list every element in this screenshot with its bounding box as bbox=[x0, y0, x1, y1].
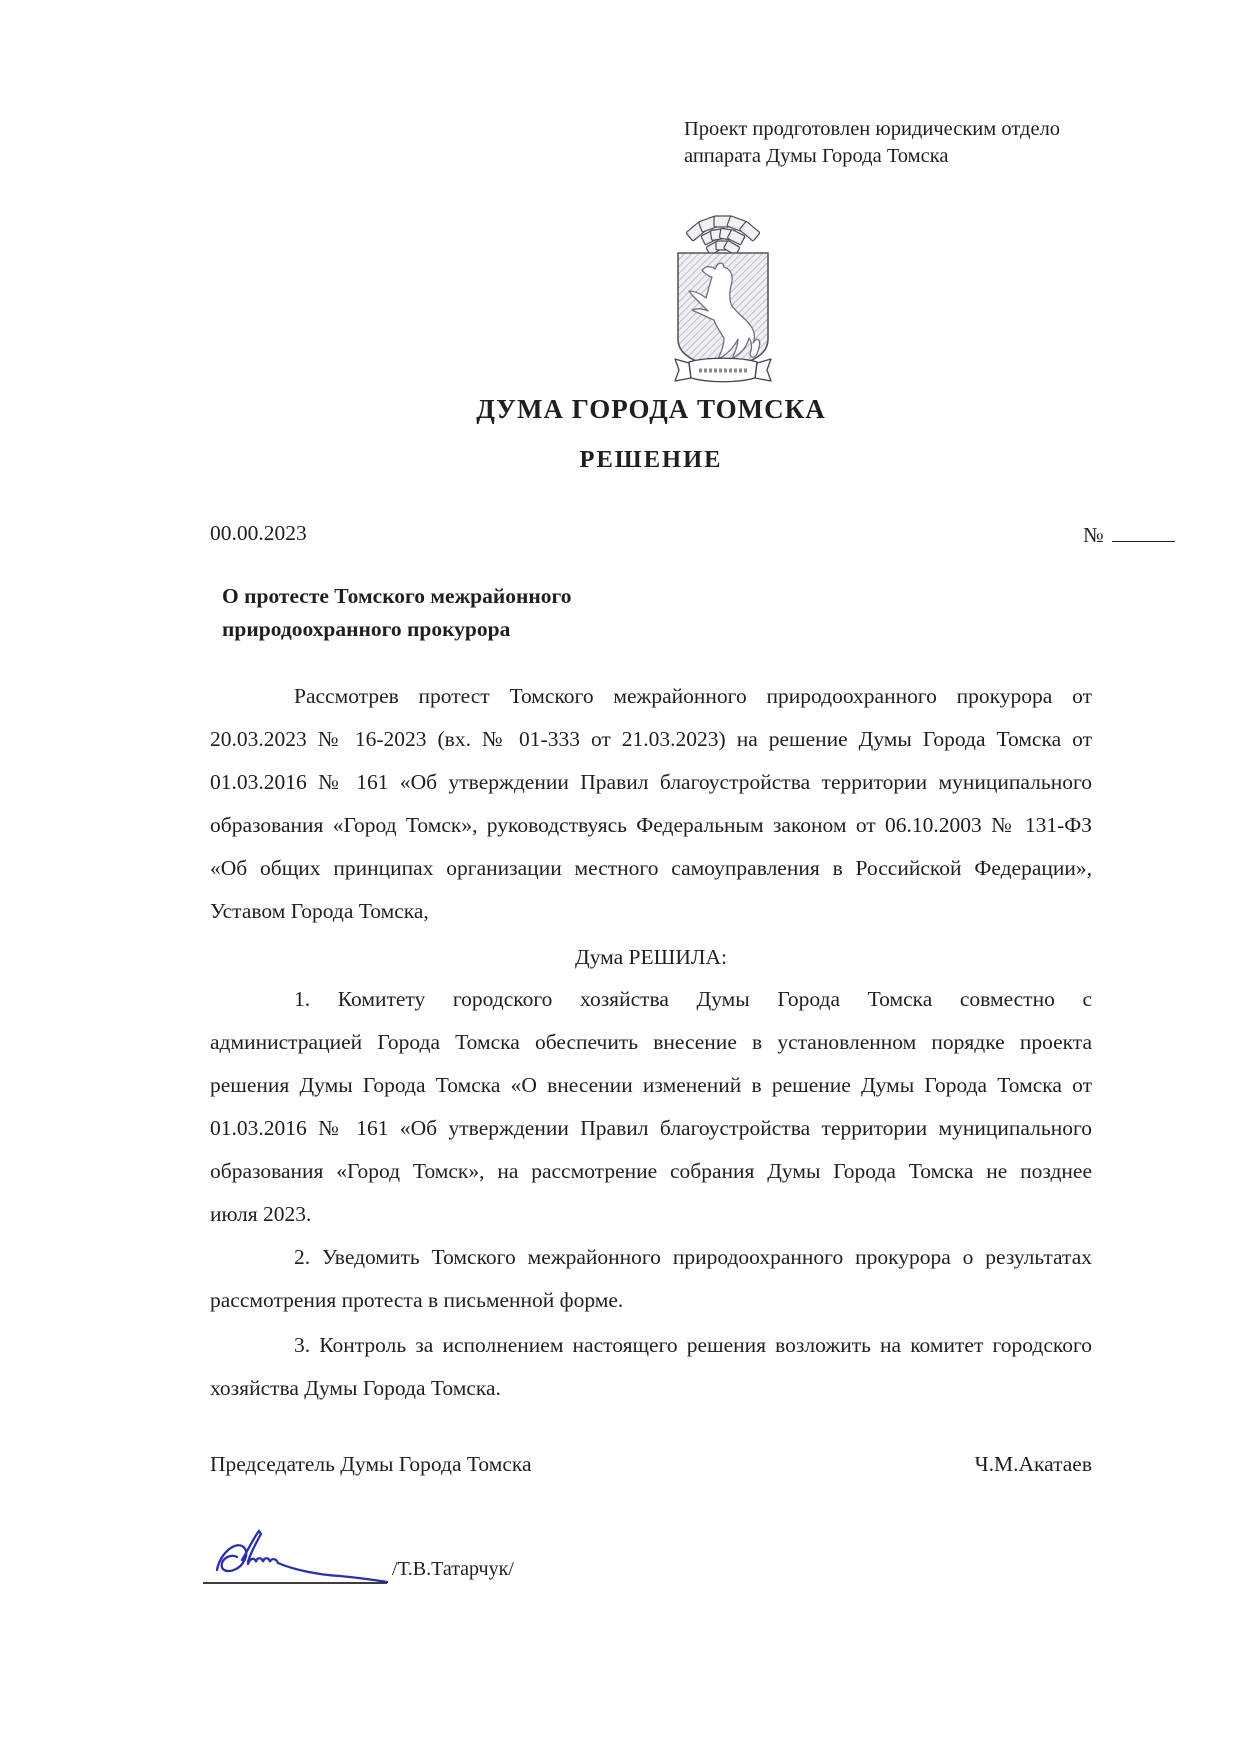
doc-subject-line1: О протесте Томского межрайонного bbox=[222, 584, 572, 608]
preparation-note bbox=[684, 116, 1060, 170]
ribbon-icon bbox=[675, 358, 771, 382]
text-line: рассмотрения протеста в письменной форме. bbox=[210, 1288, 624, 1312]
doc-subject-line2: природоохранного прокурора bbox=[222, 617, 511, 641]
doc-type-title: РЕШЕНИЕ bbox=[579, 446, 723, 473]
text-line: 1. Комитету городского хозяйства Думы Города Томска совместно с bbox=[294, 987, 1092, 1011]
doc-subject bbox=[222, 580, 572, 646]
handwritten-signature-icon bbox=[190, 1524, 410, 1590]
mural-crown-icon bbox=[686, 216, 760, 255]
text-line: Уставом Города Томска, bbox=[210, 899, 429, 923]
text-line: администрацией Города Томска обеспечить внесение в установленном порядке проекта bbox=[210, 1030, 1092, 1054]
text-line: образования «Город Томск», руководствуясь Федеральным законом от 06.10.2003 № 131-ФЗ bbox=[210, 813, 1092, 837]
resolution-item-1 bbox=[210, 978, 1092, 1236]
tomsk-coat-of-arms-icon bbox=[663, 211, 783, 389]
text-line: 20.03.2023 № 16-2023 (вх. № 01-333 от 21.03.2023) на решение Думы Города Томска от bbox=[210, 727, 1092, 751]
text-line: хозяйства Думы Города Томска. bbox=[210, 1376, 501, 1400]
doc-number-blank-line bbox=[1112, 521, 1175, 542]
intro-paragraph bbox=[210, 675, 1092, 933]
preparation-note-line1: Проект продготовлен юридическим отдело bbox=[684, 118, 1061, 140]
doc-date: 00.00.2023 bbox=[210, 521, 307, 545]
text-line: 01.03.2016 № 161 «Об утверждении Правил благоустройства территории муниципального bbox=[210, 770, 1092, 794]
resolution-heading: Дума РЕШИЛА: bbox=[575, 945, 727, 969]
signature-stroke bbox=[217, 1531, 387, 1582]
text-line: решения Думы Города Томска «О внесении изменений в решение Думы Города Томска от bbox=[210, 1073, 1092, 1097]
signatory-title: Председатель Думы Города Томска bbox=[210, 1452, 532, 1476]
signatory-row bbox=[210, 1452, 1092, 1477]
doc-number bbox=[1083, 521, 1175, 548]
text-line: 3. Контроль за исполнением настоящего решения возложить на комитет городского bbox=[294, 1333, 1092, 1357]
text-line: 01.03.2016 № 161 «Об утверждении Правил благоустройства территории муниципального bbox=[210, 1116, 1092, 1140]
text-line: образования «Город Томск», на рассмотрение собрания Думы Города Томска не позднее bbox=[210, 1159, 1092, 1183]
org-title: ДУМА ГОРОДА ТОМСКА bbox=[476, 394, 826, 424]
text-line: июля 2023. bbox=[210, 1202, 312, 1226]
coat-of-arms-svg bbox=[663, 211, 783, 389]
preparation-note-line2: аппарата Думы Города Томска bbox=[684, 145, 949, 167]
text-line: «Об общих принципах организации местного самоуправления в Российской Федерации», bbox=[210, 856, 1092, 880]
resolution-item-3 bbox=[210, 1324, 1092, 1410]
text-line: Рассмотрев протест Томского межрайонного природоохранного прокурора от bbox=[294, 684, 1092, 708]
text-line: 2. Уведомить Томского межрайонного природоохранного прокурора о результатах bbox=[294, 1245, 1092, 1269]
countersign-name: /Т.В.Татарчук/ bbox=[392, 1558, 514, 1580]
signatory-name: Ч.М.Акатаев bbox=[974, 1452, 1092, 1476]
countersign-block bbox=[190, 1524, 610, 1594]
resolution-item-2 bbox=[210, 1236, 1092, 1322]
doc-number-label: № bbox=[1083, 523, 1104, 547]
